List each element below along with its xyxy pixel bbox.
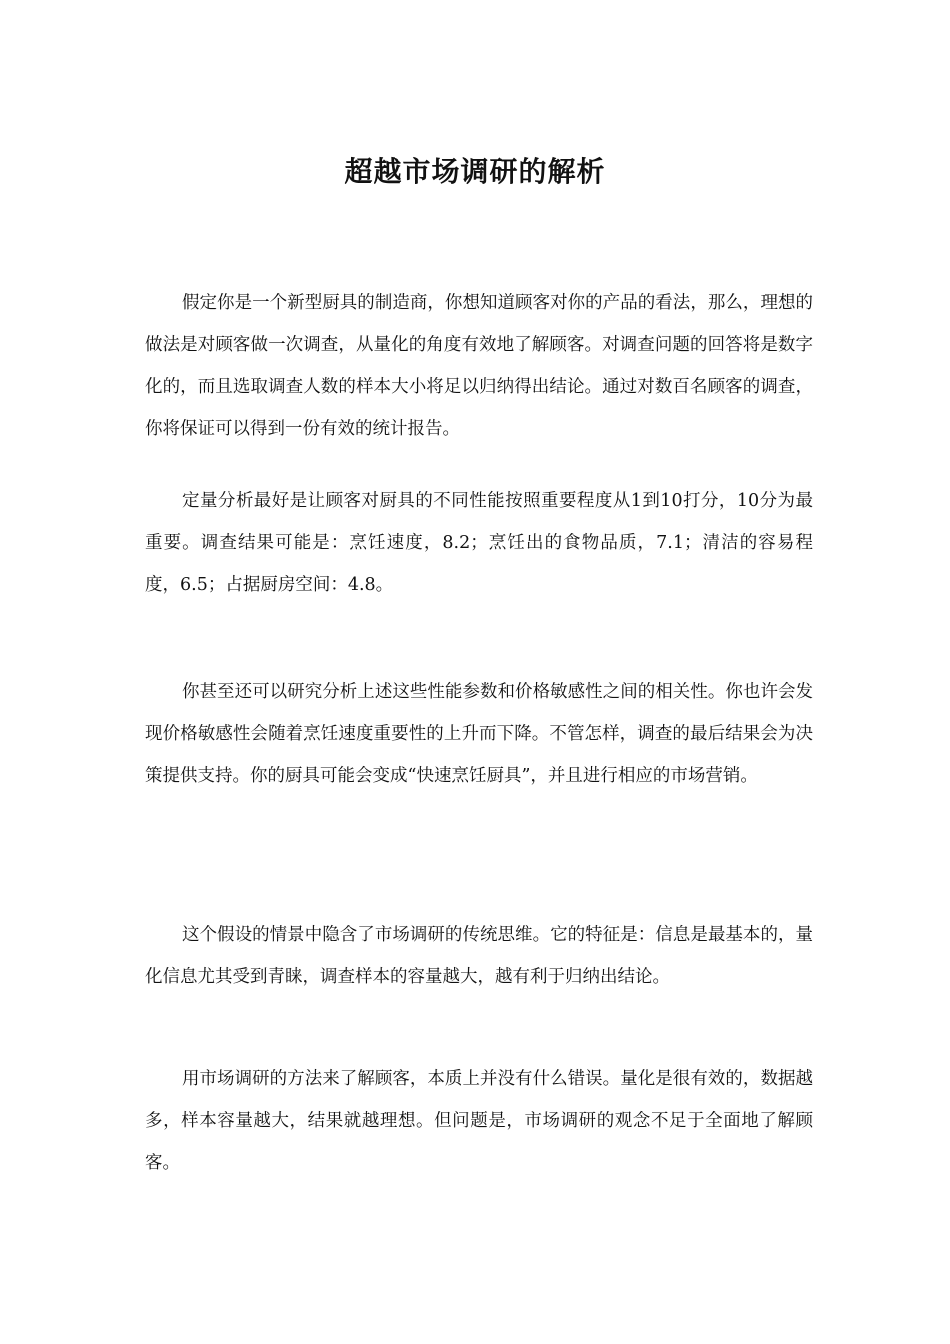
paragraph-5: 用市场调研的方法来了解顾客，本质上并没有什么错误。量化是很有效的，数据越多，样本容量越大，结果就越理想。但问题是，市场调研的观念不足于全面地了解顾客。 (145, 1069, 813, 1173)
paragraph-1: 假定你是一个新型厨具的制造商，你想知道顾客对你的产品的看法，那么，理想的做法是对顾客做一次调查，从量化的角度有效地了解顾客。对调查问题的回答将是数字化的，而且选取调查人数的样本大小将足以归纳得出结论。通过对数百名顾客的调查，你将保证可以得到一份有效的统计报告。 (145, 293, 813, 439)
document-title: 超越市场调研的解析 (344, 154, 606, 188)
paragraph-2: 定量分析最好是让顾客对厨具的不同性能按照重要程度从1到10打分，10分为最重要。调查结果可能是：烹饪速度，8.2；烹饪出的食物品质，7.1；清洁的容易程度，6.5；占据厨房空间：4.8。 (145, 491, 813, 595)
paragraph-4: 这个假设的情景中隐含了市场调研的传统思维。它的特征是：信息是最基本的，量化信息尤其受到青睐，调查样本的容量越大，越有利于归纳出结论。 (145, 925, 813, 987)
paragraph-3: 你甚至还可以研究分析上述这些性能参数和价格敏感性之间的相关性。你也许会发现价格敏感性会随着烹饪速度重要性的上升而下降。不管怎样，调查的最后结果会为决策提供支持。你的厨具可能会变成“快速烹饪厨具”，并且进行相应的市场营销。 (145, 682, 813, 786)
